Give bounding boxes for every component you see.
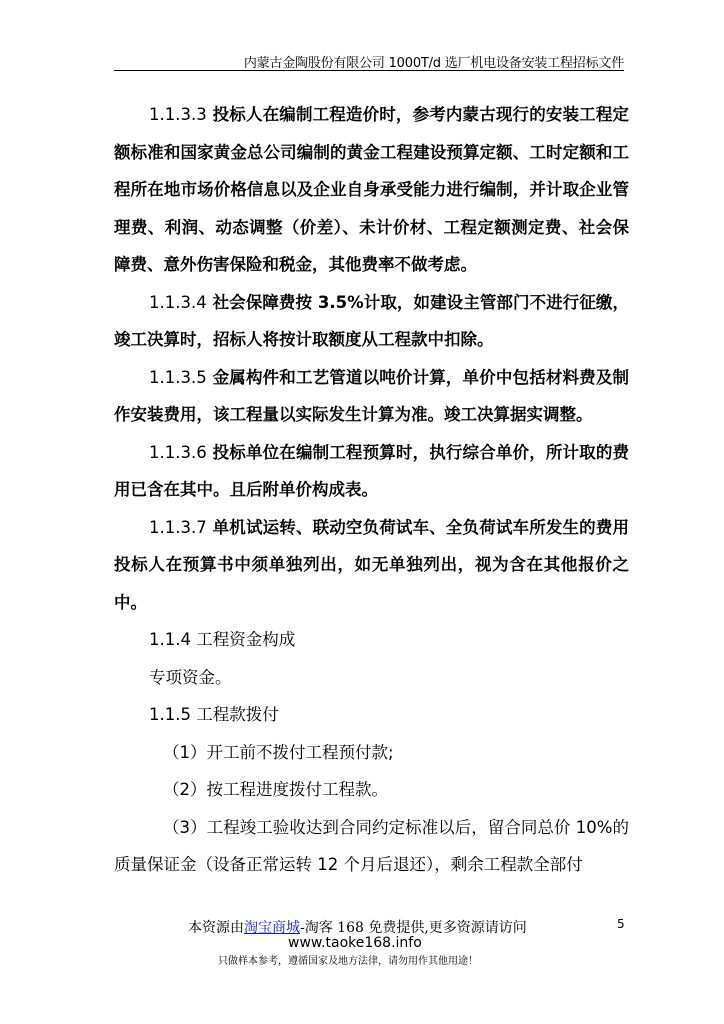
header-title: 内蒙古金陶股份有限公司 1000T/d 选厂机电设备安装工程招标文件 <box>243 56 624 71</box>
taobao-mall-link[interactable]: 淘宝商城 <box>244 920 300 936</box>
paragraph-1-1-3-7 <box>114 509 629 622</box>
clause-number: 1.1.3.3 <box>149 105 207 124</box>
paragraph-funding: 专项资金。 <box>149 667 232 687</box>
page-number: 5 <box>617 917 625 931</box>
payment-item-3: （3）工程竣工验收达到合同约定标准以后，留合同总价 10%的质量保证金（设备正常运转 12 个月后退还），剩余工程款全部付 <box>114 817 629 874</box>
clause-number: 1.1.4 <box>149 630 191 649</box>
clause-number: 1.1.3.6 <box>149 442 207 462</box>
clause-text: 社会保障费按 3.5%计取，如建设主管部门不进行征缴，竣工决算时，招标人将按计取额度从工程款中扣除。 <box>114 292 629 349</box>
footer-prefix: 本资源由 <box>188 920 244 936</box>
paragraph-1-1-3-5 <box>114 359 629 434</box>
payment-item-2: （2）按工程进度拨付工程款。 <box>163 780 388 799</box>
clause-text: 工程资金构成 <box>196 630 296 649</box>
clause-number: 1.1.5 <box>149 705 191 724</box>
clause-text: 投标单位在编制工程预算时，执行综合单价，所计取的费用已含在其中。且后附单价构成表。 <box>114 442 629 499</box>
clause-text: 投标人在编制工程造价时，参考内蒙古现行的安装工程定额标准和国家黄金总公司编制的黄金工程建设预算定额、工时定额和工程所在地市场价格信息以及企业自身承受能力进行编制，并计取企业管理费、利润、动态调整（价差）、未计价材、工程定额测定费、社会保障费、意外伤害保险和税金，其他费率不做考虑。 <box>114 105 629 274</box>
clause-text: 工程款拨付 <box>196 705 279 724</box>
clause-number: 1.1.3.4 <box>149 292 207 312</box>
paragraph-1-1-3-6 <box>114 434 629 509</box>
payment-item-1: （1）开工前不拨付工程预付款; <box>163 742 394 762</box>
paragraph-1-1-5 <box>114 696 629 734</box>
paragraph-1-1-3-3 <box>114 96 629 284</box>
footer-source-line <box>188 917 527 937</box>
clause-number: 1.1.3.5 <box>149 367 207 387</box>
document-body <box>114 96 629 884</box>
clause-number: 1.1.3.7 <box>149 517 207 537</box>
paragraph-1-1-4 <box>114 621 629 659</box>
paragraph-1-1-3-4 <box>114 284 629 359</box>
page-header <box>114 50 624 71</box>
footer-website: www.taoke168.info <box>288 935 422 951</box>
footer-suffix: -淘客 168 免费提供,更多资源请访问 <box>300 920 527 936</box>
footer-disclaimer: 只做样本参考，遵循国家及地方法律，请勿用作其他用途！ <box>218 956 478 967</box>
clause-text: 单机试运转、联动空负荷试车、全负荷试车所发生的费用投标人在预算书中须单独列出，如无单独列出，视为含在其他报价之中。 <box>114 517 629 612</box>
clause-text: 金属构件和工艺管道以吨价计算，单价中包括材料费及制作安装费用，该工程量以实际发生计算为准。竣工决算据实调整。 <box>114 367 629 424</box>
